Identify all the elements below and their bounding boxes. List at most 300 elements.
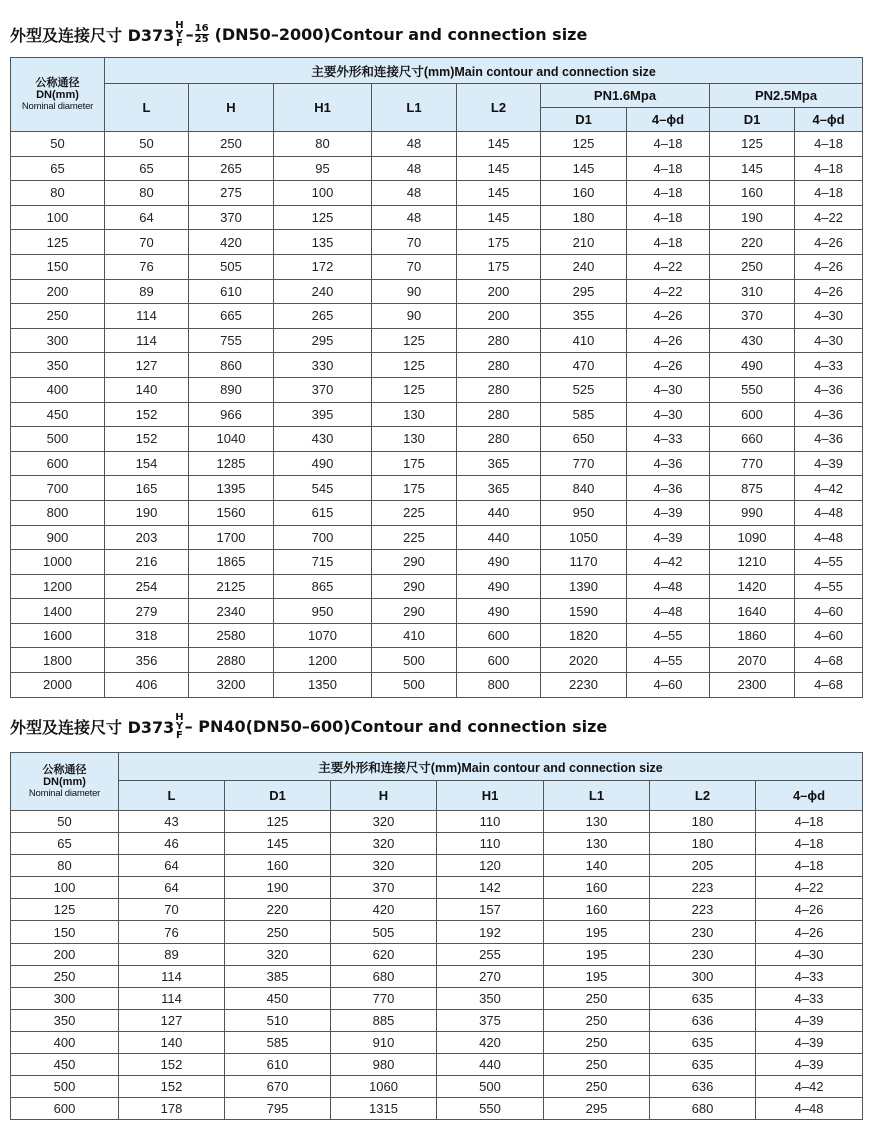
table-cell: 635 [650,987,756,1009]
table-cell: 320 [331,833,437,855]
table-cell: 114 [119,987,225,1009]
table-cell: 190 [710,205,795,230]
table-row [11,279,863,304]
table-cell: 125 [11,899,119,921]
table-cell: 110 [437,833,544,855]
table-cell: 430 [274,427,372,452]
table-cell: 65 [11,833,119,855]
table-cell: 2230 [541,673,627,698]
table-cell: 4–26 [627,304,710,329]
table-cell: 80 [11,855,119,877]
table-cell: 240 [274,279,372,304]
table-cell: 64 [119,855,225,877]
table-cell: 700 [274,525,372,550]
table-cell: 585 [225,1031,331,1053]
table-cell: 950 [541,500,627,525]
table-cell: 90 [372,304,457,329]
table-row [11,1098,863,1120]
table-cell: 195 [544,943,650,965]
table-cell: 4–48 [795,500,863,525]
model-letter-stack: H Y F [175,19,184,49]
table-cell: 440 [457,525,541,550]
pn25-header: PN2.5Mpa [710,84,863,108]
table-cell: 4–18 [795,156,863,181]
table-cell: 4–39 [756,1031,863,1053]
col-header-H1: H1 [274,84,372,132]
table-cell: 190 [105,500,189,525]
table-cell: 200 [457,304,541,329]
table-cell: 4–68 [795,673,863,698]
table-cell: 610 [189,279,274,304]
table-cell: 635 [650,1054,756,1076]
table-cell: 4–60 [795,599,863,624]
table-cell: 980 [331,1054,437,1076]
table-cell: 610 [225,1054,331,1076]
table-cell: 4–39 [795,451,863,476]
table-cell: 4–42 [627,550,710,575]
table-cell: 145 [457,181,541,206]
table-cell: 254 [105,574,189,599]
col-header-pn25-bolts: 4–ϕd [795,108,863,132]
table-cell: 125 [372,328,457,353]
table-cell: 130 [372,402,457,427]
table-cell: 310 [710,279,795,304]
table-cell: 4–18 [795,181,863,206]
table-cell: 350 [437,987,544,1009]
table-cell: 279 [105,599,189,624]
table-cell: 4–30 [756,943,863,965]
table-cell: 715 [274,550,372,575]
table-cell: 65 [11,156,105,181]
table-row [11,328,863,353]
col-header-L: L [119,781,225,811]
table-cell: 4–36 [627,476,710,501]
col-header-pn25-D1: D1 [710,108,795,132]
col-header-bolts: 4–ϕd [756,781,863,811]
table-cell: 1200 [11,574,105,599]
table-cell: 680 [650,1098,756,1120]
table-cell: 140 [105,377,189,402]
table-cell: 160 [541,181,627,206]
table-cell: 800 [11,500,105,525]
table-cell: 4–55 [627,648,710,673]
table-cell: 46 [119,833,225,855]
table-cell: 600 [11,451,105,476]
table-cell: 410 [372,623,457,648]
table-cell: 295 [274,328,372,353]
table-cell: 70 [372,230,457,255]
table-cell: 4–33 [756,987,863,1009]
table-cell: 4–18 [756,811,863,833]
table-cell: 130 [544,811,650,833]
table-cell: 320 [225,943,331,965]
table-row [11,500,863,525]
table-cell: 160 [225,855,331,877]
table-cell: 125 [274,205,372,230]
table-cell: 490 [457,550,541,575]
table-cell: 152 [105,427,189,452]
table-cell: 4–36 [627,451,710,476]
table-cell: 4–42 [795,476,863,501]
table-row [11,648,863,673]
table-cell: 130 [372,427,457,452]
table-cell: 4–48 [795,525,863,550]
table-cell: 70 [372,254,457,279]
table-cell: 280 [457,377,541,402]
table-cell: 145 [541,156,627,181]
table-cell: 50 [105,132,189,157]
pn16-header: PN1.6Mpa [541,84,710,108]
table-cell: 1090 [710,525,795,550]
table-cell: 4–18 [756,833,863,855]
table-cell: 620 [331,943,437,965]
table-cell: 250 [11,965,119,987]
table-cell: 770 [710,451,795,476]
table-cell: 1170 [541,550,627,575]
table-cell: 865 [274,574,372,599]
table-cell: 2880 [189,648,274,673]
title-suffix: – PN40(DN50–600)Contour and connection size [184,716,608,736]
table-cell: 4–30 [795,304,863,329]
table-cell: 430 [710,328,795,353]
table-cell: 370 [710,304,795,329]
table-cell: 670 [225,1076,331,1098]
table-cell: 250 [544,1054,650,1076]
title-suffix: (DN50–2000)Contour and connection size [214,24,588,44]
col-header-D1: D1 [225,781,331,811]
table-cell: 180 [650,833,756,855]
table-cell: 4–22 [627,254,710,279]
table-row [11,156,863,181]
table-cell: 125 [11,230,105,255]
table-cell: 295 [544,1098,650,1120]
table-cell: 770 [331,987,437,1009]
table-row [11,181,863,206]
table-row [11,427,863,452]
table-cell: 195 [544,921,650,943]
table-cell: 64 [119,877,225,899]
table-cell: 410 [541,328,627,353]
table-row [11,877,863,899]
table-cell: 950 [274,599,372,624]
table-cell: 510 [225,1009,331,1031]
table-cell: 550 [437,1098,544,1120]
table1-title [10,14,587,54]
table-cell: 190 [225,877,331,899]
dn-header: 公称通径 DN(mm) Nominal diameter [11,58,105,132]
table-cell: 4–33 [756,965,863,987]
table-row [11,525,863,550]
table-cell: 470 [541,353,627,378]
table-cell: 1060 [331,1076,437,1098]
table-cell: 200 [457,279,541,304]
table-cell: 4–68 [795,648,863,673]
table-cell: 4–22 [756,877,863,899]
table-cell: 370 [331,877,437,899]
table-cell: 1860 [710,623,795,648]
table-cell: 205 [650,855,756,877]
table-row [11,476,863,501]
table-cell: 145 [710,156,795,181]
table-cell: 250 [189,132,274,157]
table-cell: 154 [105,451,189,476]
table-cell: 1640 [710,599,795,624]
table1-body [11,132,863,698]
table-cell: 125 [541,132,627,157]
table-cell: 420 [331,899,437,921]
table-cell: 600 [457,623,541,648]
table-cell: 280 [457,328,541,353]
table-cell: 525 [541,377,627,402]
table-cell: 145 [457,156,541,181]
table-cell: 600 [457,648,541,673]
table-cell: 90 [372,279,457,304]
table-cell: 1800 [11,648,105,673]
table-cell: 152 [105,402,189,427]
table-row [11,673,863,698]
table-row [11,623,863,648]
main-dimension-header: 主要外形和连接尺寸(mm)Main contour and connection size [105,58,863,84]
table-cell: 152 [119,1054,225,1076]
table-cell: 76 [119,921,225,943]
table-cell: 300 [11,987,119,1009]
table-row [11,833,863,855]
table-cell: 4–48 [627,599,710,624]
table-cell: 223 [650,877,756,899]
table-cell: 500 [437,1076,544,1098]
table-cell: 4–55 [627,623,710,648]
table-cell: 505 [189,254,274,279]
table-cell: 200 [11,279,105,304]
table-row [11,1009,863,1031]
table-row [11,855,863,877]
table-cell: 320 [331,811,437,833]
table-cell: 4–30 [627,402,710,427]
table-cell: 250 [11,304,105,329]
col-header-H: H [189,84,274,132]
table-cell: 130 [544,833,650,855]
table-cell: 500 [372,648,457,673]
table-cell: 318 [105,623,189,648]
table-cell: 440 [437,1054,544,1076]
table-row [11,899,863,921]
title-dash: – [185,24,194,44]
table-cell: 910 [331,1031,437,1053]
table-cell: 400 [11,377,105,402]
table-cell: 216 [105,550,189,575]
dimension-table-pn16-pn25 [10,57,863,698]
table-cell: 255 [437,943,544,965]
table-cell: 440 [457,500,541,525]
table-cell: 1285 [189,451,274,476]
col-header-L2: L2 [650,781,756,811]
table-cell: 370 [189,205,274,230]
table-cell: 48 [372,132,457,157]
table-cell: 500 [372,673,457,698]
table-row [11,1031,863,1053]
table-cell: 500 [11,427,105,452]
table-cell: 1560 [189,500,274,525]
table-cell: 203 [105,525,189,550]
table-cell: 1200 [274,648,372,673]
table-cell: 280 [457,427,541,452]
table-row [11,377,863,402]
main-dimension-header: 主要外形和连接尺寸(mm)Main contour and connection size [119,753,863,781]
table-row [11,943,863,965]
table-cell: 2300 [710,673,795,698]
table-cell: 270 [437,965,544,987]
table-cell: 1600 [11,623,105,648]
table-cell: 4–26 [795,279,863,304]
table-cell: 4–18 [627,205,710,230]
table-cell: 114 [105,328,189,353]
table-cell: 175 [457,230,541,255]
col-header-H: H [331,781,437,811]
table-cell: 1070 [274,623,372,648]
table-row [11,921,863,943]
table-cell: 160 [544,899,650,921]
table-row [11,205,863,230]
table-cell: 145 [225,833,331,855]
table-cell: 375 [437,1009,544,1031]
table-row [11,550,863,575]
table-cell: 4–39 [627,500,710,525]
table-row [11,574,863,599]
table-cell: 1050 [541,525,627,550]
table-cell: 2000 [11,673,105,698]
table-cell: 127 [119,1009,225,1031]
table-cell: 490 [457,599,541,624]
table-cell: 615 [274,500,372,525]
table-cell: 160 [710,181,795,206]
table2-title [10,706,607,746]
table-cell: 64 [105,205,189,230]
table-cell: 160 [544,877,650,899]
table-cell: 127 [105,353,189,378]
col-header-L: L [105,84,189,132]
table-cell: 4–30 [795,328,863,353]
table-cell: 545 [274,476,372,501]
table-row [11,599,863,624]
table-cell: 178 [119,1098,225,1120]
table-row [11,254,863,279]
table-cell: 142 [437,877,544,899]
table-cell: 4–26 [627,328,710,353]
table-cell: 636 [650,1076,756,1098]
table-cell: 100 [274,181,372,206]
table-cell: 770 [541,451,627,476]
col-header-L1: L1 [544,781,650,811]
table-cell: 600 [710,402,795,427]
table-cell: 4–18 [756,855,863,877]
table-cell: 290 [372,574,457,599]
table-cell: 192 [437,921,544,943]
table-cell: 795 [225,1098,331,1120]
table-cell: 505 [331,921,437,943]
table-cell: 100 [11,205,105,230]
table-cell: 4–48 [756,1098,863,1120]
table-cell: 450 [225,987,331,1009]
table-row [11,811,863,833]
table-cell: 365 [457,476,541,501]
table-cell: 2125 [189,574,274,599]
table-cell: 89 [119,943,225,965]
table-cell: 200 [11,943,119,965]
table-cell: 50 [11,132,105,157]
table-cell: 350 [11,353,105,378]
table-cell: 65 [105,156,189,181]
table-cell: 4–60 [627,673,710,698]
table-cell: 406 [105,673,189,698]
table-cell: 110 [437,811,544,833]
table-cell: 240 [541,254,627,279]
table-cell: 150 [11,921,119,943]
table-cell: 225 [372,525,457,550]
table-cell: 1590 [541,599,627,624]
table-cell: 43 [119,811,225,833]
table-cell: 165 [105,476,189,501]
table-cell: 4–18 [627,132,710,157]
table-cell: 250 [544,987,650,1009]
table-cell: 1865 [189,550,274,575]
table-cell: 1315 [331,1098,437,1120]
table-cell: 172 [274,254,372,279]
table-cell: 4–26 [756,899,863,921]
table-cell: 114 [119,965,225,987]
title-prefix: 外型及连接尺寸 D373 [10,717,175,737]
table-cell: 4–60 [795,623,863,648]
table-cell: 4–55 [795,574,863,599]
table-cell: 1395 [189,476,274,501]
table-cell: 990 [710,500,795,525]
table-cell: 76 [105,254,189,279]
table-cell: 2070 [710,648,795,673]
table-cell: 95 [274,156,372,181]
table-cell: 120 [437,855,544,877]
table-row [11,230,863,255]
table-cell: 250 [544,1009,650,1031]
table-cell: 4–39 [756,1009,863,1031]
pressure-fraction: $\frac{16}{25}$ [194,22,209,45]
table-cell: 966 [189,402,274,427]
table-cell: 180 [650,811,756,833]
table-cell: 330 [274,353,372,378]
table-cell: 650 [541,427,627,452]
col-header-pn16-D1: D1 [541,108,627,132]
table-cell: 290 [372,550,457,575]
table-cell: 350 [11,1009,119,1031]
table-cell: 420 [189,230,274,255]
table-cell: 1000 [11,550,105,575]
table-cell: 150 [11,254,105,279]
table-cell: 2580 [189,623,274,648]
col-header-H1: H1 [437,781,544,811]
table-cell: 280 [457,402,541,427]
table-cell: 250 [544,1031,650,1053]
table-cell: 3200 [189,673,274,698]
table-cell: 4–18 [627,156,710,181]
table-cell: 355 [541,304,627,329]
col-header-L1: L1 [372,84,457,132]
table-cell: 875 [710,476,795,501]
table-cell: 490 [457,574,541,599]
table-cell: 890 [189,377,274,402]
table-cell: 635 [650,1031,756,1053]
table-cell: 400 [11,1031,119,1053]
table-row [11,1054,863,1076]
table-cell: 280 [457,353,541,378]
table-cell: 145 [457,132,541,157]
